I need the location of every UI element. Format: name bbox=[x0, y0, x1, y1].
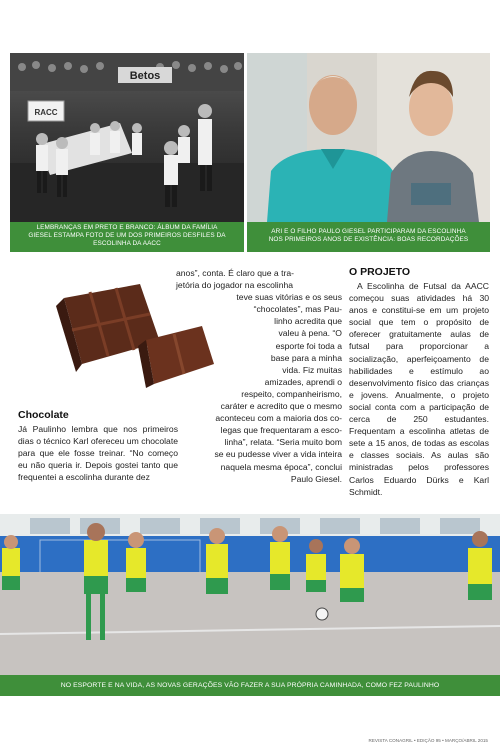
caption-line: GIESEL ESTAMPA FOTO DE UM DOS PRIMEIROS DESFILES DA bbox=[28, 232, 226, 239]
wall-sign-text: Betos bbox=[129, 70, 161, 82]
photo-ari-caption bbox=[247, 222, 490, 252]
caption-line: ESCOLINHA DA AACC bbox=[93, 240, 161, 247]
chocolate-heading: Chocolate bbox=[18, 409, 69, 421]
middle-line: valeu à pena. “O bbox=[278, 328, 342, 339]
middle-line: naquela mesma época”, conclui bbox=[220, 461, 342, 472]
photo-parade-bw bbox=[10, 53, 244, 222]
middle-line: vida. Fiz muitas bbox=[282, 364, 342, 375]
middle-line: linho acredita que bbox=[274, 316, 342, 327]
middle-line: teve suas vitórias e os seus bbox=[236, 292, 342, 303]
banner-sign-text: RACC bbox=[34, 108, 58, 117]
middle-line: respeito, companheirismo, bbox=[241, 388, 342, 399]
projeto-paragraph bbox=[349, 280, 489, 498]
caption-line: LEMBRANÇAS EM PRETO E BRANCO: ÁLBUM DA FAMÍLIA bbox=[36, 224, 218, 231]
caption-line: ARI E O FILHO PAULO GIESEL PARTICIPARAM DA ESCOLINHA bbox=[271, 228, 466, 235]
middle-line: “chocolates”, mas Pau- bbox=[253, 304, 342, 315]
middle-line: anos”, conta. É claro que a tra- bbox=[176, 268, 294, 278]
middle-line: aconteceu com a maioria dos co- bbox=[215, 413, 342, 424]
projeto-text: A Escolinha de Futsal da AACC começou suas atividades há 30 anos e constitui-se em um projeto social que tem o propósito de oferecer gratuitamente aulas de futsal para proporcionar a socialização, aperfeiçoamento de habilidades e estímulo ao desenvolvimento físico das crianças e jovens. Anualmente, o projeto social conta com a participação de cerca de 250 estudantes. Frequentam a escolinha atletas de sete a 15 anos, de todas as escolas e classes sociais. As aulas são ministradas pelos professores Carlos Eduardo Dürks e Karl Schmidt. bbox=[349, 281, 489, 497]
middle-line: jetória do jogador na escolinha bbox=[176, 280, 294, 291]
chocolate-text: Já Paulinho lembra que nos primeiros dias o técnico Karl ofereceu um chocolate para que ele fosse treinar. “No começo eu não queria ir. Depois gostei tanto que frequentei a escolinha durante dez bbox=[18, 424, 178, 483]
page-footer: REVISTA CONAGRIL • EDIÇÃO 95 • MARÇO/ABRIL 2015 bbox=[368, 738, 488, 743]
middle-line: base para a minha bbox=[270, 352, 342, 363]
middle-line: linha”, relata. “Seria muito bom bbox=[224, 437, 342, 448]
middle-line: se eu pudesse viver a vida inteira bbox=[214, 449, 342, 460]
photo-futsal-kids bbox=[0, 514, 500, 675]
caption-line: NOS PRIMEIROS ANOS DE EXISTÊNCIA: BOAS RECORDAÇÕES bbox=[268, 236, 469, 243]
projeto-heading: O PROJETO bbox=[349, 266, 411, 278]
middle-line: amizades, aprendi o bbox=[264, 376, 342, 387]
caption-line: NO ESPORTE E NA VIDA, AS NOVAS GERAÇÕES VÃO FAZER A SUA PRÓPRIA CAMINHADA, COMO FEZ PAULINHO bbox=[60, 682, 440, 689]
middle-line: esporte foi toda a bbox=[275, 340, 342, 351]
middle-line: Paulo Giesel. bbox=[290, 473, 342, 484]
photo-parade-caption bbox=[10, 222, 244, 252]
middle-line: legas que frequentaram a esco- bbox=[220, 425, 342, 436]
photo-ari-and-paulo bbox=[247, 53, 490, 222]
middle-column bbox=[176, 267, 342, 485]
chocolate-paragraph bbox=[18, 423, 178, 483]
middle-line: caráter e acredito que o mesmo bbox=[220, 401, 342, 412]
futsal-caption bbox=[0, 675, 500, 696]
